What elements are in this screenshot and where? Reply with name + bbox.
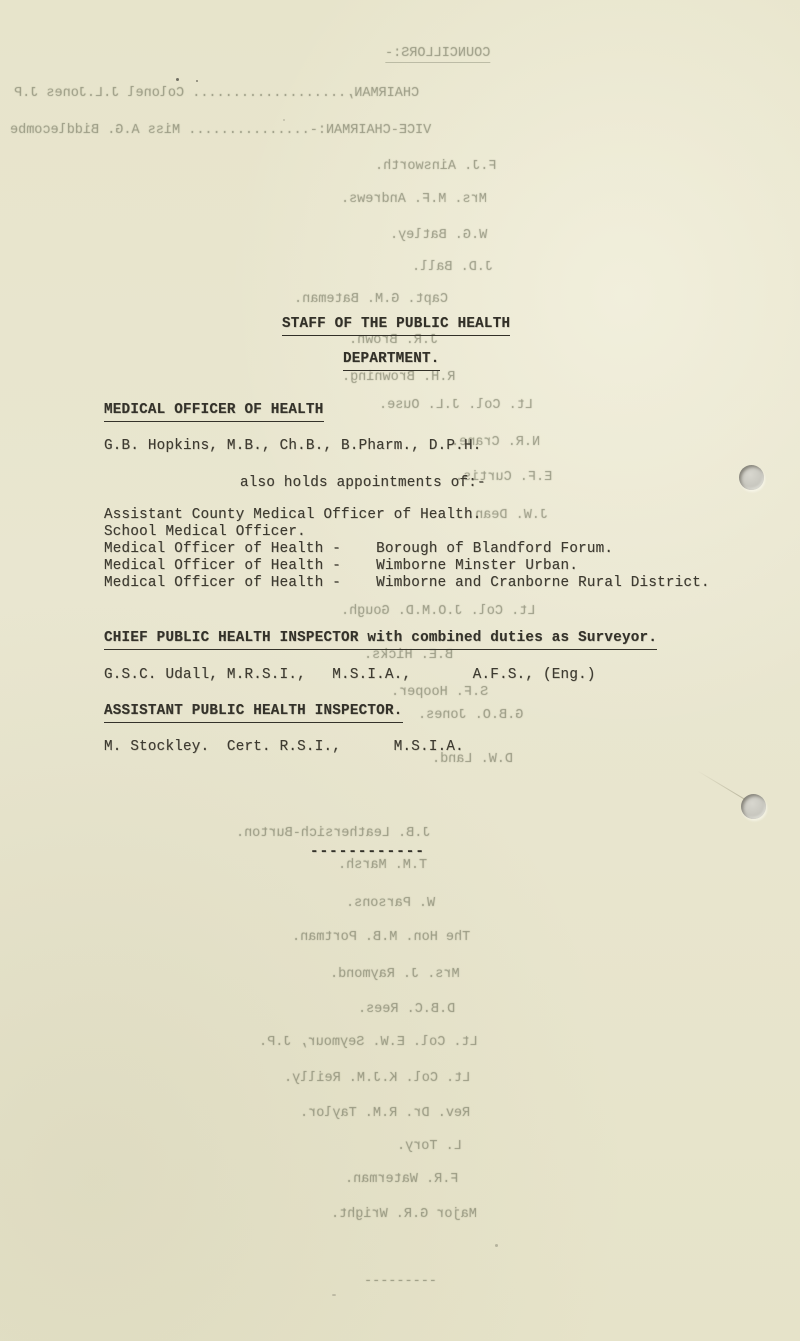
ghost-line: Lt. Col. J.O.M.D. Gough. <box>340 604 535 619</box>
ink-speck <box>283 119 285 121</box>
ink-speck <box>176 78 179 81</box>
ghost-line: CHAIRMAN,................... Colonel J.L.Jones J.P <box>14 86 420 101</box>
ghost-line: D.W. Land. <box>431 752 513 767</box>
ghost-line: F.R. Waterman. <box>344 1172 458 1187</box>
ghost-line: VICE-CHAIRMAN:-............... Miss A.G. Biddlecombe <box>10 123 432 138</box>
ghost-line: J.B. Leathersich-Burton. <box>235 826 430 841</box>
ghost-line: D.B.C. Rees. <box>357 1002 455 1017</box>
ghost-line: R.H. Browning. <box>341 370 455 385</box>
ghost-line: B.E. Hicks. <box>363 648 453 663</box>
ghost-line: Rev. Dr. R.M. Taylor. <box>299 1106 470 1121</box>
ghost-line: J.W. Dean. <box>466 508 548 523</box>
ghost-line: T.M. Marsh. <box>337 858 427 873</box>
ghost-line: J.R. Brown. <box>348 333 438 348</box>
ghost-divider-line: --------- <box>364 1274 437 1289</box>
ghost-line: L. Tory. <box>397 1139 462 1154</box>
section-heading-medical-officer: MEDICAL OFFICER OF HEALTH <box>104 402 324 422</box>
page-title-line1: STAFF OF THE PUBLIC HEALTH <box>282 316 510 336</box>
paper-crease <box>696 770 745 800</box>
ghost-line: G.B.O. Jones. <box>417 708 523 723</box>
appointment-item: School Medical Officer. <box>104 524 306 540</box>
ghost-line: Major G.R. Wright. <box>331 1207 477 1222</box>
section-heading-chief-inspector: CHIEF PUBLIC HEALTH INSPECTOR with combined duties as Surveyor. <box>104 630 657 650</box>
ghost-line: W. Parsons. <box>345 896 435 911</box>
ghost-line: Mrs. M.F. Andrews. <box>341 192 487 207</box>
ghost-line: E.F. Curtis. <box>454 470 552 485</box>
divider-dashes: ------------ <box>310 844 425 860</box>
ghost-line: Lt. Col. J.L. Ouse. <box>379 398 533 413</box>
ink-speck <box>495 1244 498 1247</box>
ghost-line: J.D. Ball. <box>411 260 493 275</box>
appointments-note: also holds appointments of:- <box>240 475 486 491</box>
appointment-item: Medical Officer of Health - Wimborne Minster Urban. <box>104 558 579 574</box>
ghost-line: W.G. Batley. <box>389 228 487 243</box>
ink-speck <box>332 1294 336 1296</box>
ghost-line: S.F. Hooper. <box>390 685 488 700</box>
ghost-line: COUNCILLORS:- <box>384 46 490 61</box>
ink-speck <box>196 80 198 82</box>
ghost-line: Lt. Col. E.W. Seymour, J.P. <box>259 1035 478 1050</box>
appointment-item: Assistant County Medical Officer of Health. <box>104 507 482 523</box>
medical-officer-name: G.B. Hopkins, M.B., Ch.B., B.Pharm., D.P.H. <box>104 438 482 454</box>
chief-inspector-name: G.S.C. Udall, M.R.S.I., M.S.I.A., A.F.S., (Eng.) <box>104 667 596 683</box>
ghost-line: F.J. Ainsworth. <box>375 159 497 174</box>
punch-hole-top <box>739 465 764 490</box>
ghost-line: Capt. G.M. Bateman. <box>294 292 448 307</box>
ghost-line: Lt. Col. K.J.M. Reilly. <box>283 1071 470 1086</box>
ghost-line: Mrs. J. Raymond. <box>330 967 460 982</box>
appointment-item: Medical Officer of Health - Wimborne and Cranborne Rural District. <box>104 575 710 591</box>
ghost-line: The Hon. M.B. Portman. <box>291 930 470 945</box>
page-title-line2: DEPARTMENT. <box>343 351 440 371</box>
assistant-inspector-name: M. Stockley. Cert. R.S.I., M.S.I.A. <box>104 739 464 755</box>
ghost-line: N.R. Crane. <box>450 435 540 450</box>
appointment-item: Medical Officer of Health - Borough of Blandford Forum. <box>104 541 614 557</box>
section-heading-assistant-inspector: ASSISTANT PUBLIC HEALTH INSPECTOR. <box>104 703 403 723</box>
